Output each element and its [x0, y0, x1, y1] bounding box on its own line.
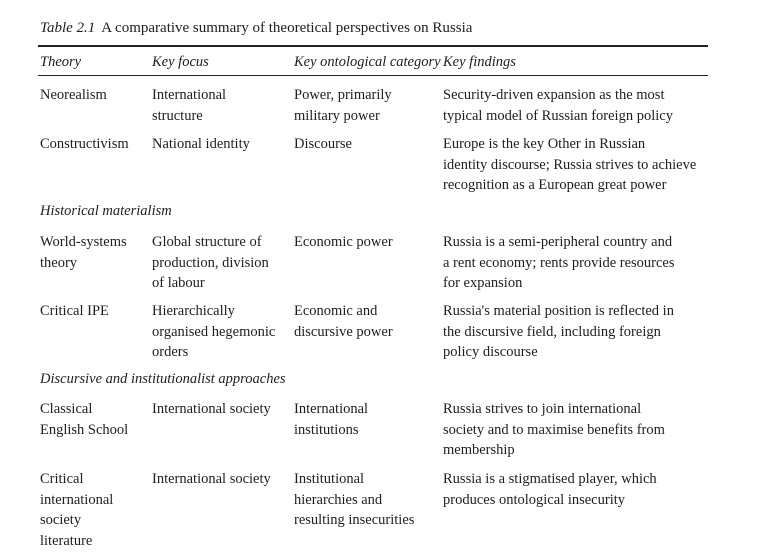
row-neorealism-theory: Neorealism	[40, 87, 107, 103]
row-world-systems-theory: World-systems theory	[40, 234, 127, 271]
table-caption	[40, 20, 472, 37]
header-key-focus: Key focus	[152, 54, 209, 70]
header-theory: Theory	[40, 54, 82, 70]
row-neorealism-category: Power, primarily military power	[294, 87, 392, 124]
table-top-rule	[38, 45, 708, 47]
row-constructivism-findings: Europe is the key Other in Russian identity discourse; Russia strives to achieve recognition as a European great power	[443, 136, 697, 193]
row-constructivism-theory: Constructivism	[40, 136, 129, 152]
section-title-historical-materialism: Historical materialism	[40, 203, 172, 219]
row-neorealism-focus: International structure	[152, 87, 227, 124]
table-number: Table 2.1	[40, 20, 96, 36]
row-english-school-focus: International society	[152, 401, 271, 417]
header-key-findings: Key findings	[443, 54, 516, 70]
row-english-school-findings: Russia strives to join international society and to maximise benefits from membership	[443, 401, 665, 458]
row-critical-ipe-focus: Hierarchically organised hegemonic orders	[152, 303, 276, 360]
section-title-discursive-institutionalist: Discursive and institutionalist approaches	[40, 371, 286, 387]
row-constructivism-focus: National identity	[152, 136, 250, 152]
table-title: A comparative summary of theoretical perspectives on Russia	[101, 20, 473, 36]
row-english-school-category: International institutions	[294, 401, 369, 438]
row-critical-society-theory: Critical international society literature	[40, 471, 114, 549]
table-header-rule	[38, 75, 708, 76]
row-critical-society-findings: Russia is a stigmatised player, which produces ontological insecurity	[443, 471, 657, 508]
row-critical-society-category: Institutional hierarchies and resulting insecurities	[294, 471, 415, 528]
row-neorealism-findings: Security-driven expansion as the most typical model of Russian foreign policy	[443, 87, 673, 124]
row-constructivism-category: Discourse	[294, 136, 352, 152]
row-critical-ipe-findings: Russia's material position is reflected in the discursive field, including foreign policy discourse	[443, 303, 674, 360]
row-world-systems-focus: Global structure of production, division of labour	[152, 234, 269, 291]
row-critical-ipe-category: Economic and discursive power	[294, 303, 393, 340]
row-critical-ipe-theory: Critical IPE	[40, 303, 109, 319]
header-ontological-category: Key ontological category	[294, 54, 441, 70]
row-critical-society-focus: International society	[152, 471, 271, 487]
row-world-systems-findings: Russia is a semi-peripheral country and a rent economy; rents provide resources for expansion	[443, 234, 675, 291]
row-world-systems-category: Economic power	[294, 234, 393, 250]
row-english-school-theory: Classical English School	[40, 401, 129, 438]
